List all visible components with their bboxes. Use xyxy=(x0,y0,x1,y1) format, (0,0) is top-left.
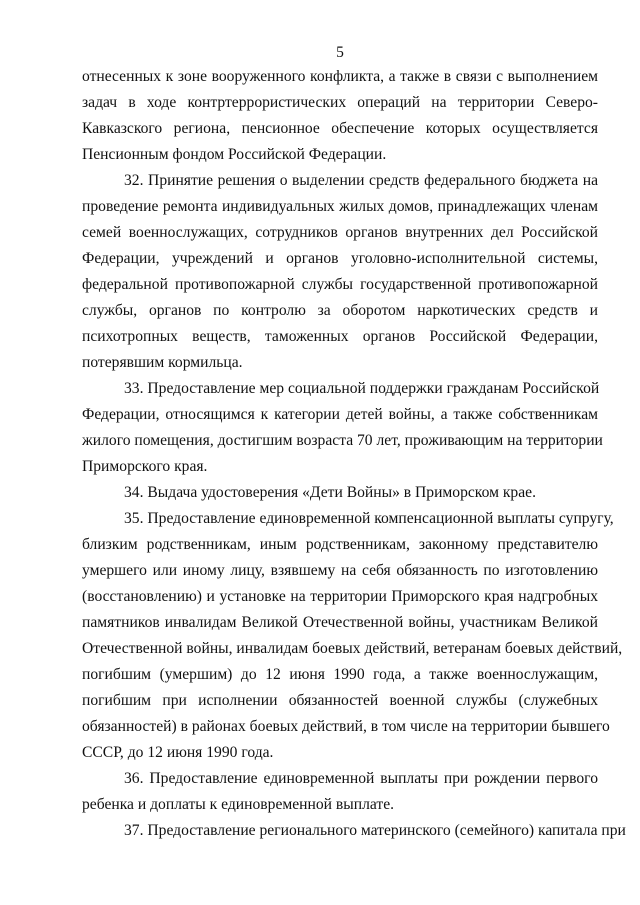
text-line: ребенка и доплаты к единовременной выплате. xyxy=(82,796,395,813)
text-line: (восстановлению) и установке на территории Приморского края надгробных xyxy=(82,588,598,605)
text-line: Приморского края. xyxy=(82,458,208,475)
page-number: 5 xyxy=(336,44,344,61)
text-line: умершего или иному лицу, взявшему на себя обязанность по изготовлению xyxy=(82,562,598,579)
paragraph-item-36 xyxy=(82,766,598,818)
paragraph-item-32 xyxy=(82,168,598,376)
text-line: 37. Предоставление регионального материнского (семейного) капитала при xyxy=(124,822,626,839)
paragraph-item-35 xyxy=(82,506,623,766)
paragraph-item-34 xyxy=(82,480,598,506)
text-line: отнесенных к зоне вооруженного конфликта, а также в связи с выполнением xyxy=(82,68,598,85)
text-line: памятников инвалидам Великой Отечественной войны, участникам Великой xyxy=(82,614,598,631)
text-line: 36. Предоставление единовременной выплаты при рождении первого xyxy=(124,770,598,787)
text-line: близким родственникам, иным родственникам, законному представителю xyxy=(82,536,598,553)
text-line: 32. Принятие решения о выделении средств федерального бюджета на xyxy=(124,172,598,189)
text-line: жилого помещения, достигшим возраста 70 лет, проживающим на территории xyxy=(82,432,603,449)
text-line: Отечественной войны, инвалидам боевых действий, ветеранам боевых действий, xyxy=(82,640,623,657)
text-line: Пенсионным фондом Российской Федерации. xyxy=(82,146,387,163)
text-line: потерявшим кормильца. xyxy=(82,354,243,371)
paragraph-item-33 xyxy=(82,376,603,480)
text-line: обязанностей) в районах боевых действий, в том числе на территории бывшего xyxy=(82,718,610,735)
text-line: СССР, до 12 июня 1990 года. xyxy=(82,744,274,761)
text-line: задач в ходе контртеррористических операций на территории Северо- xyxy=(82,94,598,111)
text-line: погибшим при исполнении обязанностей военной службы (служебных xyxy=(82,692,598,709)
text-line: 33. Предоставление мер социальной поддержки гражданам Российской xyxy=(124,380,600,397)
text-line: федеральной противопожарной службы государственной противопожарной xyxy=(82,276,598,293)
text-line: Федерации, учреждений и органов уголовно-исполнительной системы, xyxy=(82,250,598,267)
paragraph-continuation xyxy=(82,64,598,168)
text-line: семей военнослужащих, сотрудников органов внутренних дел Российской xyxy=(82,224,598,241)
text-line: Кавказского региона, пенсионное обеспечение которых осуществляется xyxy=(82,120,598,137)
text-line: Федерации, относящимся к категории детей войны, а также собственникам xyxy=(82,406,598,423)
text-line: 34. Выдача удостоверения «Дети Войны» в Приморском крае. xyxy=(124,484,536,501)
text-line: погибшим (умершим) до 12 июня 1990 года, а также военнослужащим, xyxy=(82,666,598,683)
text-line: психотропных веществ, таможенных органов Российской Федерации, xyxy=(82,328,598,345)
text-line: проведение ремонта индивидуальных жилых домов, принадлежащих членам xyxy=(82,198,598,215)
text-line: 35. Предоставление единовременной компенсационной выплаты супругу, xyxy=(124,510,614,527)
document-body xyxy=(82,64,626,844)
text-line: службы, органов по контролю за оборотом наркотических средств и xyxy=(82,302,598,319)
paragraph-item-37 xyxy=(82,818,626,844)
